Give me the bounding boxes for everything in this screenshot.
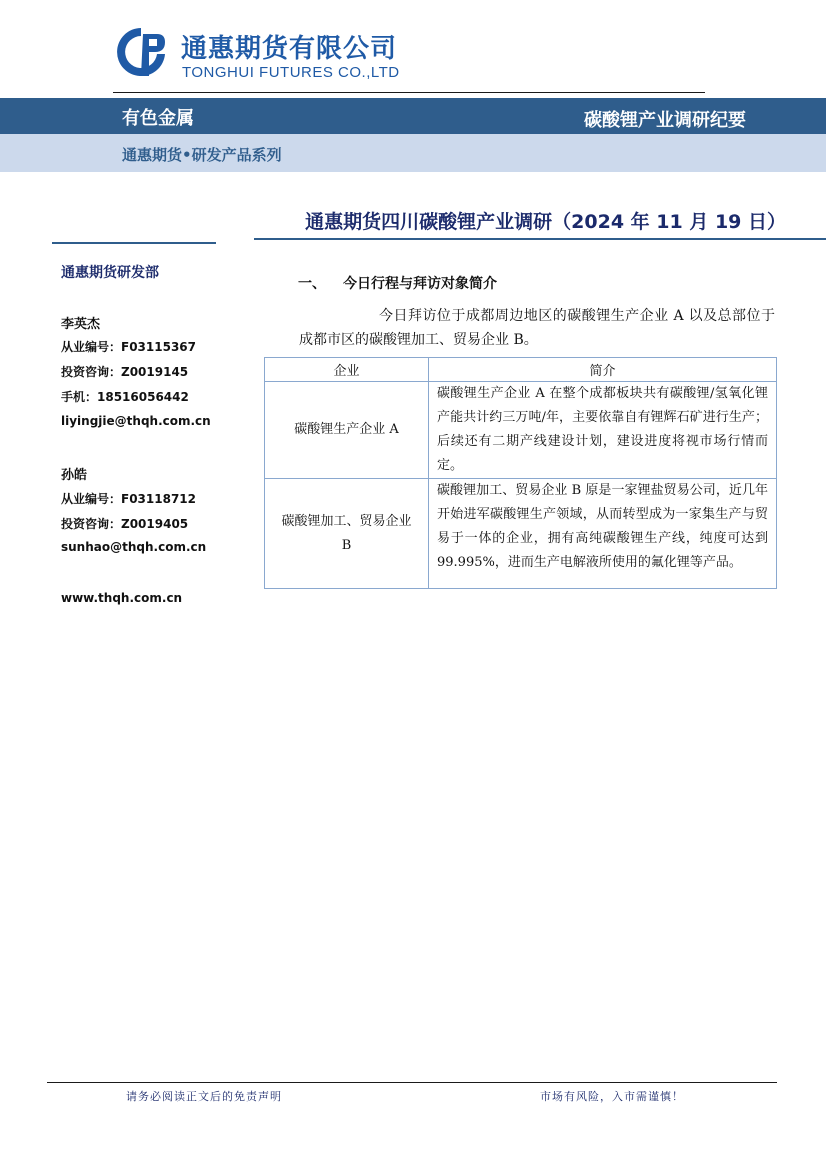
analyst-license: 从业编号：F03115367	[61, 340, 196, 354]
report-series: 通惠期货•研发产品系列	[122, 146, 282, 164]
table-header-company: 企业	[265, 358, 429, 382]
document-title: 通惠期货四川碳酸锂产业调研（2024 年 11 月 19 日）	[305, 211, 786, 233]
analyst-name: 李英杰	[61, 317, 101, 332]
disclaimer-note: 请务必阅读正文后的免责声明	[126, 1090, 282, 1103]
section-number: 一、	[298, 276, 326, 292]
report-type: 碳酸锂产业调研纪要	[584, 110, 746, 131]
company-desc-cell: 碳酸锂生产企业 A 在整个成都板块共有碳酸锂/氢氧化锂产能共计约三万吨/年，主要依靠自有锂辉石矿进行生产；后续还有二期产线建设计划，建设进度将视市场行情而定。	[429, 382, 777, 479]
website-link[interactable]: www.thqh.com.cn	[61, 591, 183, 605]
sidebar-divider	[52, 242, 216, 244]
footer-divider	[47, 1082, 777, 1083]
analyst-license: 从业编号：F03118712	[61, 492, 196, 506]
company-profile-table	[264, 357, 777, 589]
company-name-en: TONGHUI FUTURES CO.,LTD	[182, 64, 400, 81]
company-name-cell: 碳酸锂生产企业 A	[265, 382, 429, 479]
intro-paragraph: 今日拜访位于成都周边地区的碳酸锂生产企业 A 以及总部位于成都市区的碳酸锂加工、贸易企业 B。	[299, 308, 775, 348]
analyst-consult: 投资咨询：Z0019145	[61, 365, 189, 379]
analyst-consult: 投资咨询：Z0019405	[61, 517, 189, 531]
title-divider	[254, 238, 826, 240]
department-name: 通惠期货研发部	[61, 265, 159, 281]
analyst-name: 孙皓	[61, 468, 88, 483]
company-desc-cell: 碳酸锂加工、贸易企业 B 原是一家锂盐贸易公司，近几年开始进军碳酸锂生产领域，从而转型成为一家集生产与贸易于一体的企业，拥有高纯碳酸锂生产线，纯度可达到 99.995%，进而生产电解液所使用的氟化锂等产品。	[429, 479, 777, 589]
analyst-email[interactable]: liyingjie@thqh.com.cn	[61, 414, 211, 428]
header-divider	[113, 92, 705, 93]
table-header-row	[265, 358, 777, 382]
table-header-summary: 简介	[429, 358, 777, 382]
risk-warning: 市场有风险，入市需谨慎！	[540, 1090, 684, 1103]
table-row	[265, 382, 777, 479]
section-title: 今日行程与拜访对象简介	[343, 276, 497, 292]
table-row	[265, 479, 777, 589]
report-category: 有色金属	[122, 108, 194, 129]
company-name-cell: 碳酸锂加工、贸易企业 B	[265, 479, 429, 589]
tonghui-logo-icon	[113, 24, 169, 84]
company-name-cn: 通惠期货有限公司	[181, 34, 398, 64]
analyst-phone: 手机：18516056442	[61, 390, 189, 404]
analyst-email[interactable]: sunhao@thqh.com.cn	[61, 540, 207, 554]
